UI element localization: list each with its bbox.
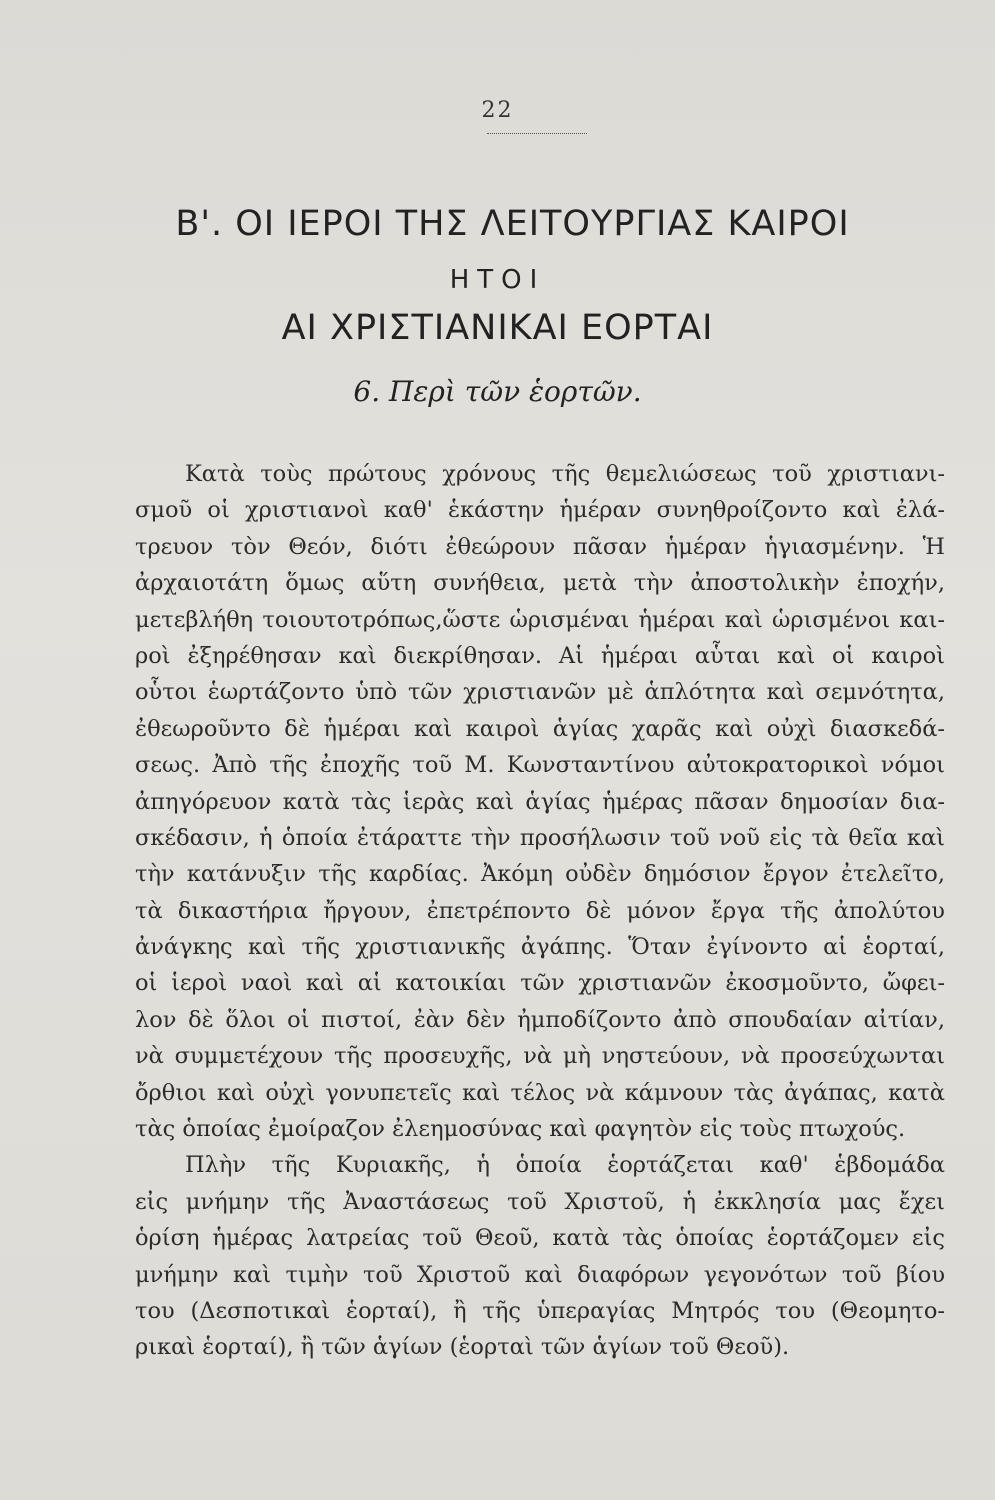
text-line: ρικαὶ ἑορταί), ἢ τῶν ἁγίων (ἑορταὶ τῶν ἁγίων τοῦ Θεοῦ). <box>135 1334 790 1361</box>
text-line: οἱ ἱεροὶ ναοὶ καὶ αἱ κατοικίαι τῶν χριστιανῶν ἐκοσμοῦντο, ὤφει- <box>135 970 945 997</box>
text-line: τὰς ὁποίας ἐμοίραζον ἐλεημοσύνας καὶ φαγητὸν εἰς τοὺς πτωχούς. <box>135 1116 906 1143</box>
text-line: λον δὲ ὅλοι οἱ πιστοί, ἐὰν δὲν ἠμποδίζοντο ἀπὸ σπουδαίαν αἰτίαν, <box>135 1006 945 1033</box>
text-line: σμοῦ οἱ χριστιανοὶ καθ' ἑκάστην ἡμέραν συνηθροίζοντο καὶ ἐλά- <box>135 497 945 524</box>
text-line: σκέδασιν, ἡ ὁποία ἐτάραττε τὴν προσήλωσιν τοῦ νοῦ εἰς τὰ θεῖα καὶ <box>135 824 945 851</box>
text-line: ἐθεωροῦντο δὲ ἡμέραι καὶ καιροὶ ἁγίας χαρᾶς καὶ οὐχὶ διασκεδά- <box>135 715 945 742</box>
text-line: ἀρχαιοτάτη ὅμως αὕτη συνήθεια, μετὰ τὴν ἀποστολικὴν ἐποχήν, <box>135 570 945 597</box>
chapter-connector: ΗΤΟΙ <box>449 265 546 295</box>
text-line: τὴν κατάνυξιν τῆς καρδίας. Ἀκόμη οὐδὲν δημόσιον ἔργον ἐτελεῖτο, <box>135 861 945 888</box>
section-title: 6. Περὶ τῶν ἑορτῶν. <box>353 375 642 408</box>
chapter-title: Β'. ΟΙ ΙΕΡΟΙ ΤΗΣ ΛΕΙΤΟΥΡΓΙΑΣ ΚΑΙΡΟΙ <box>175 204 850 244</box>
text-line: τὰ δικαστήρια ἤργουν, ἐπετρέποντο δὲ μόνον ἔργα τῆς ἀπολύτου <box>135 897 945 924</box>
text-line: νὰ συμμετέχουν τῆς προσευχῆς, νὰ μὴ νηστεύουν, νὰ προσεύχωνται <box>135 1043 945 1070</box>
text-line: μνήμην καὶ τιμὴν τοῦ Χριστοῦ καὶ διαφόρων γεγονότων τοῦ βίου <box>135 1261 945 1288</box>
text-line: Κατὰ τοὺς πρώτους χρόνους τῆς θεμελιώσεως τοῦ χριστιανι- <box>185 461 945 487</box>
text-line: σεως. Ἀπὸ τῆς ἐποχῆς τοῦ Μ. Κωνσταντίνου αὐτοκρατορικοὶ νόμοι <box>135 752 945 779</box>
text-line: τρευον τὸν Θεόν, διότι ἐθεώρουν πᾶσαν ἡμέραν ἡγιασμένην. Ἡ <box>135 533 945 560</box>
page-number-rule <box>487 133 587 134</box>
text-line: ροὶ ἐξηρέθησαν καὶ διεκρίθησαν. Αἱ ἡμέραι αὗται καὶ οἱ καιροὶ <box>135 642 945 669</box>
text-line: Πλὴν τῆς Κυριακῆς, ἡ ὁποία ἑορτάζεται καθ' ἑβδομάδα <box>185 1152 945 1179</box>
body-text <box>135 456 945 1366</box>
text-line: ὄρθιοι καὶ οὐχὶ γονυπετεῖς καὶ τέλος νὰ κάμνουν τὰς ἀγάπας, κατὰ <box>135 1079 945 1106</box>
text-line: ὁρίση ἡμέρας λατρείας τοῦ Θεοῦ, κατὰ τὰς ὁποίας ἑορτάζομεν εἰς <box>135 1225 945 1252</box>
text-line: του (Δεσποτικαὶ ἑορταί), ἢ τῆς ὑπεραγίας Μητρός του (Θεομητο- <box>135 1297 945 1324</box>
text-line: οὗτοι ἑωρτάζοντο ὑπὸ τῶν χριστιανῶν μὲ ἁπλότητα καὶ σεμνότητα, <box>135 679 945 706</box>
text-line: ἀπηγόρευον κατὰ τὰς ἱερὰς καὶ ἁγίας ἡμέρας πᾶσαν δημοσίαν δια- <box>135 788 945 815</box>
text-line: εἰς μνήμην τῆς Ἀναστάσεως τοῦ Χριστοῦ, ἡ ἐκκλησία μας ἔχει <box>135 1188 945 1215</box>
text-line: μετεβλήθη τοιουτοτρόπως,ὥστε ὡρισμέναι ἡμέραι καὶ ὡρισμένοι και- <box>135 606 945 633</box>
chapter-subtitle: ΑΙ ΧΡΙΣΤΙΑΝΙΚΑΙ ΕΟΡΤΑΙ <box>281 308 714 348</box>
page-number: 22 <box>481 98 514 123</box>
text-line: ἀνάγκης καὶ τῆς χριστιανικῆς ἀγάπης. Ὅταν ἐγίνοντο αἱ ἑορταί, <box>135 934 945 961</box>
